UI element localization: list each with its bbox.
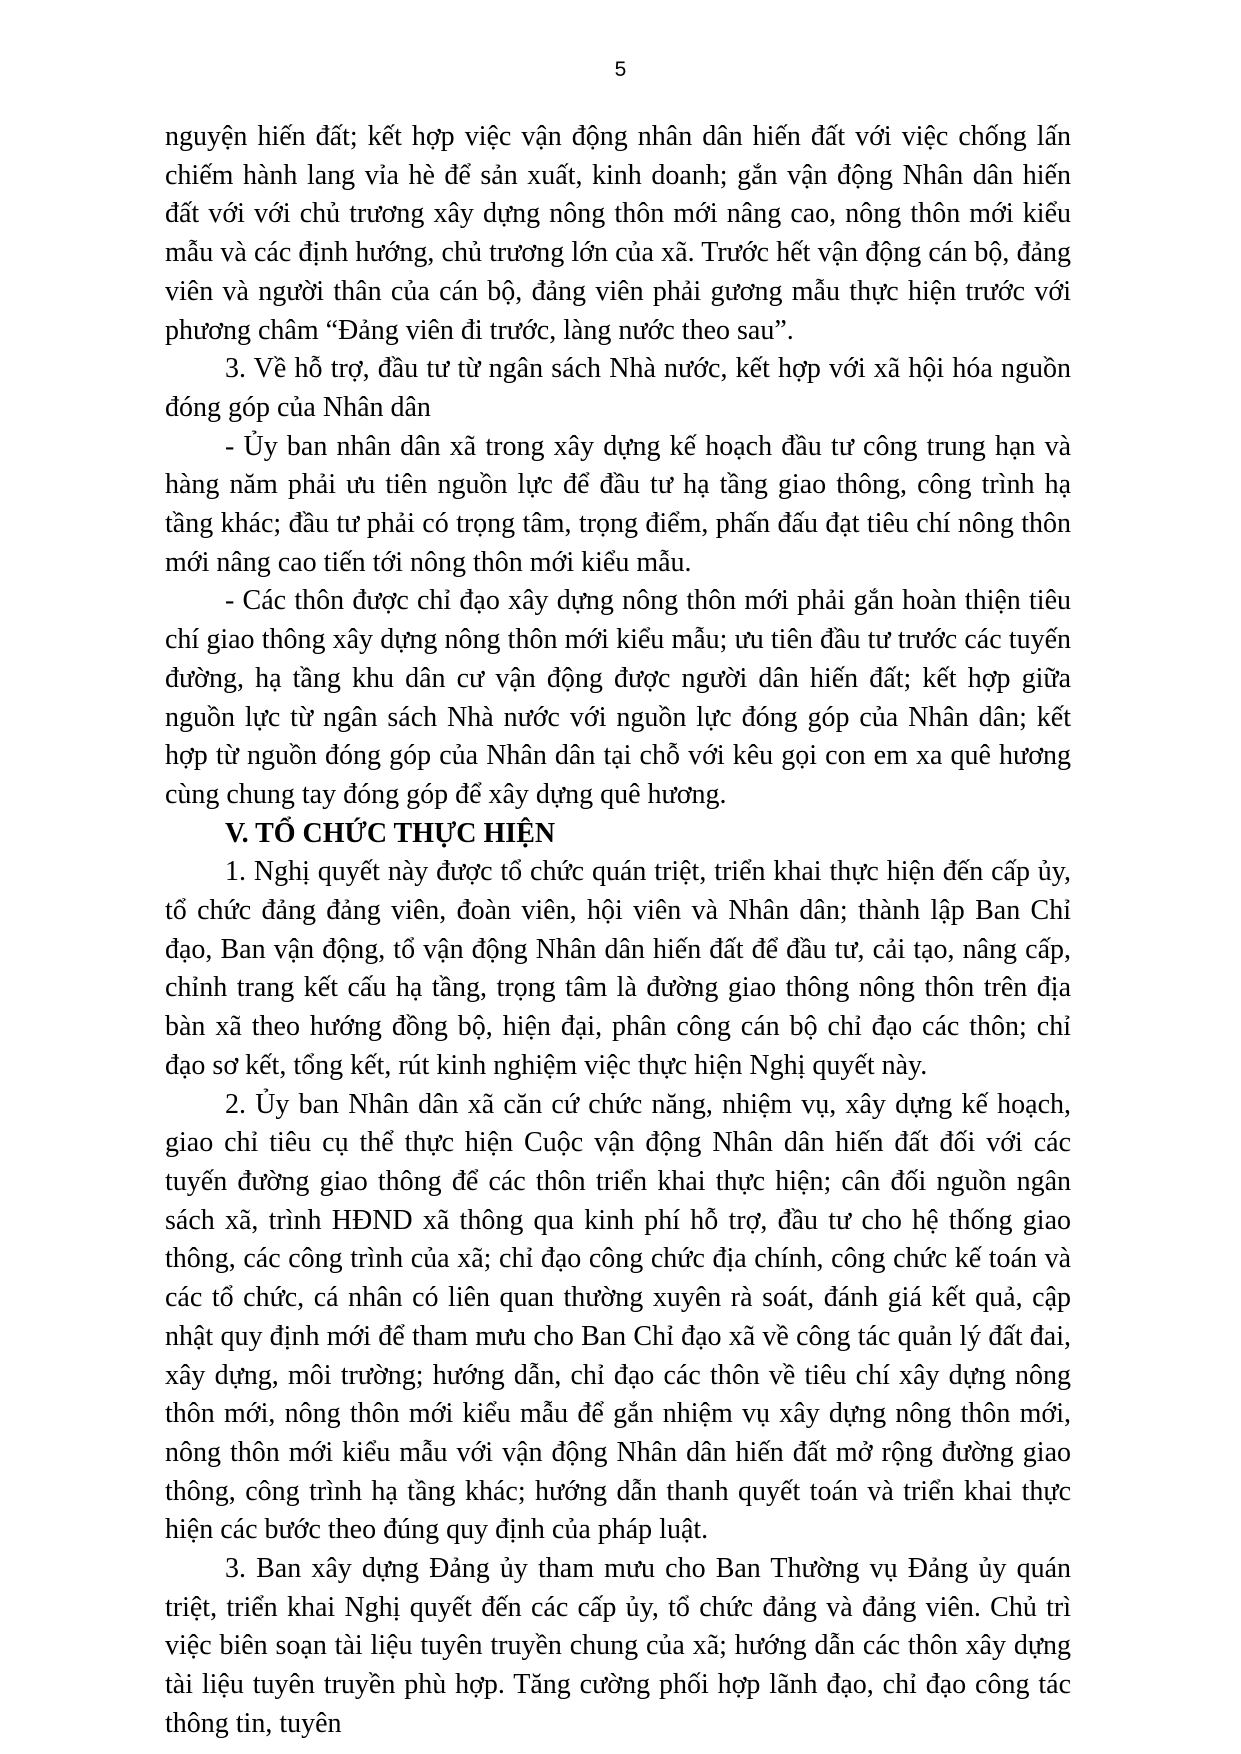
paragraph-item-2: 2. Ủy ban Nhân dân xã căn cứ chức năng, nhiệm vụ, xây dựng kế hoạch, giao chỉ tiêu cụ thể thực hiện Cuộc vận động Nhân dân hiến đất đối với các tuyến đường giao thông để các thôn triển khai thực hiện; cân đối nguồn ngân sách xã, trình HĐND xã thông qua kinh phí hỗ trợ, đầu tư cho hệ thống giao thông, các công trình của xã; chỉ đạo công chức địa chính, công chức kế toán và các tổ chức, cá nhân có liên quan thường xuyên rà soát, đánh giá kết quả, cập nhật quy định mới để tham mưu cho Ban Chỉ đạo xã về công tác quản lý đất đai, xây dựng, môi trường; hướng dẫn, chỉ đạo các thôn về tiêu chí xây dựng nông thôn mới, nông thôn mới kiểu mẫu để gắn nhiệm vụ xây dựng nông thôn mới, nông thôn mới kiểu mẫu với vận động Nhân dân hiến đất mở rộng đường giao thông, công trình hạ tầng khác; hướng dẫn thanh quyết toán và triển khai thực hiện các bước theo đúng quy định của pháp luật. [165, 1088, 1071, 1546]
paragraph-village-priority: - Các thôn được chỉ đạo xây dựng nông thôn mới phải gắn hoàn thiện tiêu chí giao thông xây dựng nông thôn mới kiểu mẫu; ưu tiên đầu tư trước các tuyến đường, hạ tầng khu dân cư vận động được người dân hiến đất; kết hợp giữa nguồn lực từ ngân sách Nhà nước với nguồn lực đóng góp của Nhân dân; kết hợp từ nguồn đóng góp của Nhân dân tại chỗ với kêu gọi con em xa quê hương cùng chung tay đóng góp để xây dựng quê hương. [165, 585, 1071, 810]
paragraph-item-3: 3. Ban xây dựng Đảng ủy tham mưu cho Ban Thường vụ Đảng ủy quán triệt, triển khai Nghị quyết đến các cấp ủy, tổ chức đảng và đảng viên. Chủ trì việc biên soạn tài liệu tuyên truyền chung của xã; hướng dẫn các thôn xây dựng tài liệu tuyên truyền phù hợp. Tăng cường phối hợp lãnh đạo, chỉ đạo công tác thông tin, tuyên [165, 1553, 1071, 1739]
document-body [165, 118, 1071, 1744]
paragraph-section-3-title: 3. Về hỗ trợ, đầu tư từ ngân sách Nhà nước, kết hợp với xã hội hóa nguồn đóng góp của Nhân dân [165, 353, 1071, 423]
paragraph-continuation: nguyện hiến đất; kết hợp việc vận động nhân dân hiến đất với việc chống lấn chiếm hành lang vỉa hè để sản xuất, kinh doanh; gắn vận động Nhân dân hiến đất với với chủ trương xây dựng nông thôn mới nâng cao, nông thôn mới kiểu mẫu và các định hướng, chủ trương lớn của xã. Trước hết vận động cán bộ, đảng viên và người thân của cán bộ, đảng viên phải gương mẫu thực hiện trước với phương châm “Đảng viên đi trước, làng nước theo sau”. [165, 121, 1071, 346]
page-number: 5 [614, 58, 627, 81]
paragraph-budget-plan: - Ủy ban nhân dân xã trong xây dựng kế hoạch đầu tư công trung hạn và hàng năm phải ưu tiên nguồn lực để đầu tư hạ tầng giao thông, công trình hạ tầng khác; đầu tư phải có trọng tâm, trọng điểm, phấn đấu đạt tiêu chí nông thôn mới nâng cao tiến tới nông thôn mới kiểu mẫu. [165, 430, 1071, 578]
paragraph-item-1: 1. Nghị quyết này được tổ chức quán triệt, triển khai thực hiện đến cấp ủy, tổ chức đảng đảng viên, đoàn viên, hội viên và Nhân dân; thành lập Ban Chỉ đạo, Ban vận động, tổ vận động Nhân dân hiến đất để đầu tư, cải tạo, nâng cấp, chỉnh trang kết cấu hạ tầng, trọng tâm là đường giao thông nông thôn trên địa bàn xã theo hướng đồng bộ, hiện đại, phân công cán bộ chỉ đạo các thôn; chỉ đạo sơ kết, tổng kết, rút kinh nghiệm việc thực hiện Nghị quyết này. [165, 856, 1071, 1081]
section-heading: V. TỔ CHỨC THỰC HIỆN [225, 817, 556, 849]
